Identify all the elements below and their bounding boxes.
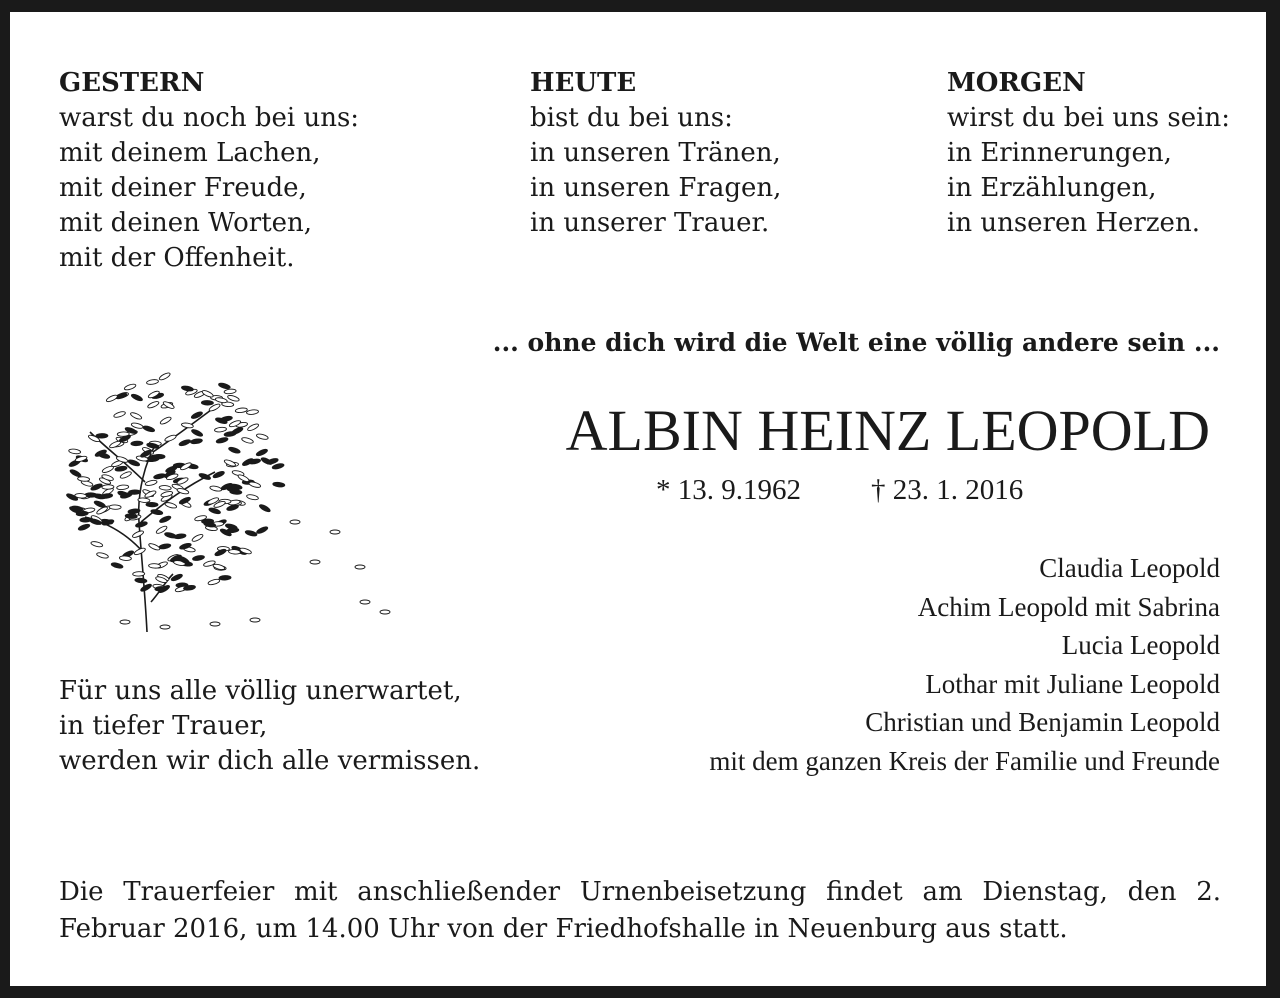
family-member: Lothar mit Juliane Leopold — [925, 668, 1220, 699]
poem-line: in Erzählungen, — [947, 173, 1157, 203]
family-member: Achim Leopold mit Sabrina — [917, 591, 1220, 622]
windblown-tree-icon — [65, 352, 395, 642]
farewell-line: in tiefer Trauer, — [59, 711, 268, 741]
poem-heading: GESTERN — [59, 68, 205, 98]
farewell-line: werden wir dich alle vermissen. — [59, 746, 481, 776]
poem-line: in unserer Trauer. — [530, 208, 770, 238]
poem-line: mit der Offenheit. — [59, 243, 295, 273]
poem-line: in unseren Fragen, — [530, 173, 782, 203]
poem-column-tomorrow — [947, 66, 1230, 241]
family-list — [709, 549, 1220, 780]
poem-line: in Erinnerungen, — [947, 138, 1172, 168]
poem-heading: HEUTE — [530, 68, 637, 98]
poem-line: mit deiner Freude, — [59, 173, 307, 203]
family-member: Claudia Leopold — [1039, 553, 1220, 583]
funeral-notice: Die Trauerfeier mit anschließender Urnenbeisetzung findet am Dienstag, den 2. Februar 2016, um 14.00 Uhr von der Friedhofshalle in Neuenburg aus statt. — [59, 877, 1221, 944]
poem-line: bist du bei uns: — [530, 103, 733, 133]
family-member: Lucia Leopold — [1061, 630, 1220, 660]
life-dates — [656, 474, 1023, 507]
death-date: † 23. 1. 2016 — [871, 474, 1024, 506]
deceased-name: ALBIN HEINZ LEOPOLD — [565, 398, 1210, 463]
obituary-card — [10, 12, 1266, 986]
farewell-line: Für uns alle völlig unerwartet, — [59, 676, 462, 706]
family-member: mit dem ganzen Kreis der Familie und Freunde — [709, 745, 1220, 776]
poem-line: in unseren Tränen, — [530, 138, 781, 168]
tree-leaves — [66, 372, 390, 629]
motto: ... ohne dich wird die Welt eine völlig andere sein ... — [492, 328, 1220, 357]
poem-line: in unseren Herzen. — [947, 208, 1200, 238]
poem-column-today — [530, 66, 781, 241]
poem-heading: MORGEN — [947, 68, 1086, 98]
poem-column-yesterday — [59, 66, 359, 276]
farewell-text — [59, 674, 480, 779]
poem-line: wirst du bei uns sein: — [947, 103, 1230, 133]
birth-date: * 13. 9.1962 — [656, 474, 801, 506]
poem-line: mit deinen Worten, — [59, 208, 313, 238]
family-member: Christian und Benjamin Leopold — [865, 707, 1220, 737]
poem-line: warst du noch bei uns: — [59, 103, 360, 133]
poem-line: mit deinem Lachen, — [59, 138, 321, 168]
